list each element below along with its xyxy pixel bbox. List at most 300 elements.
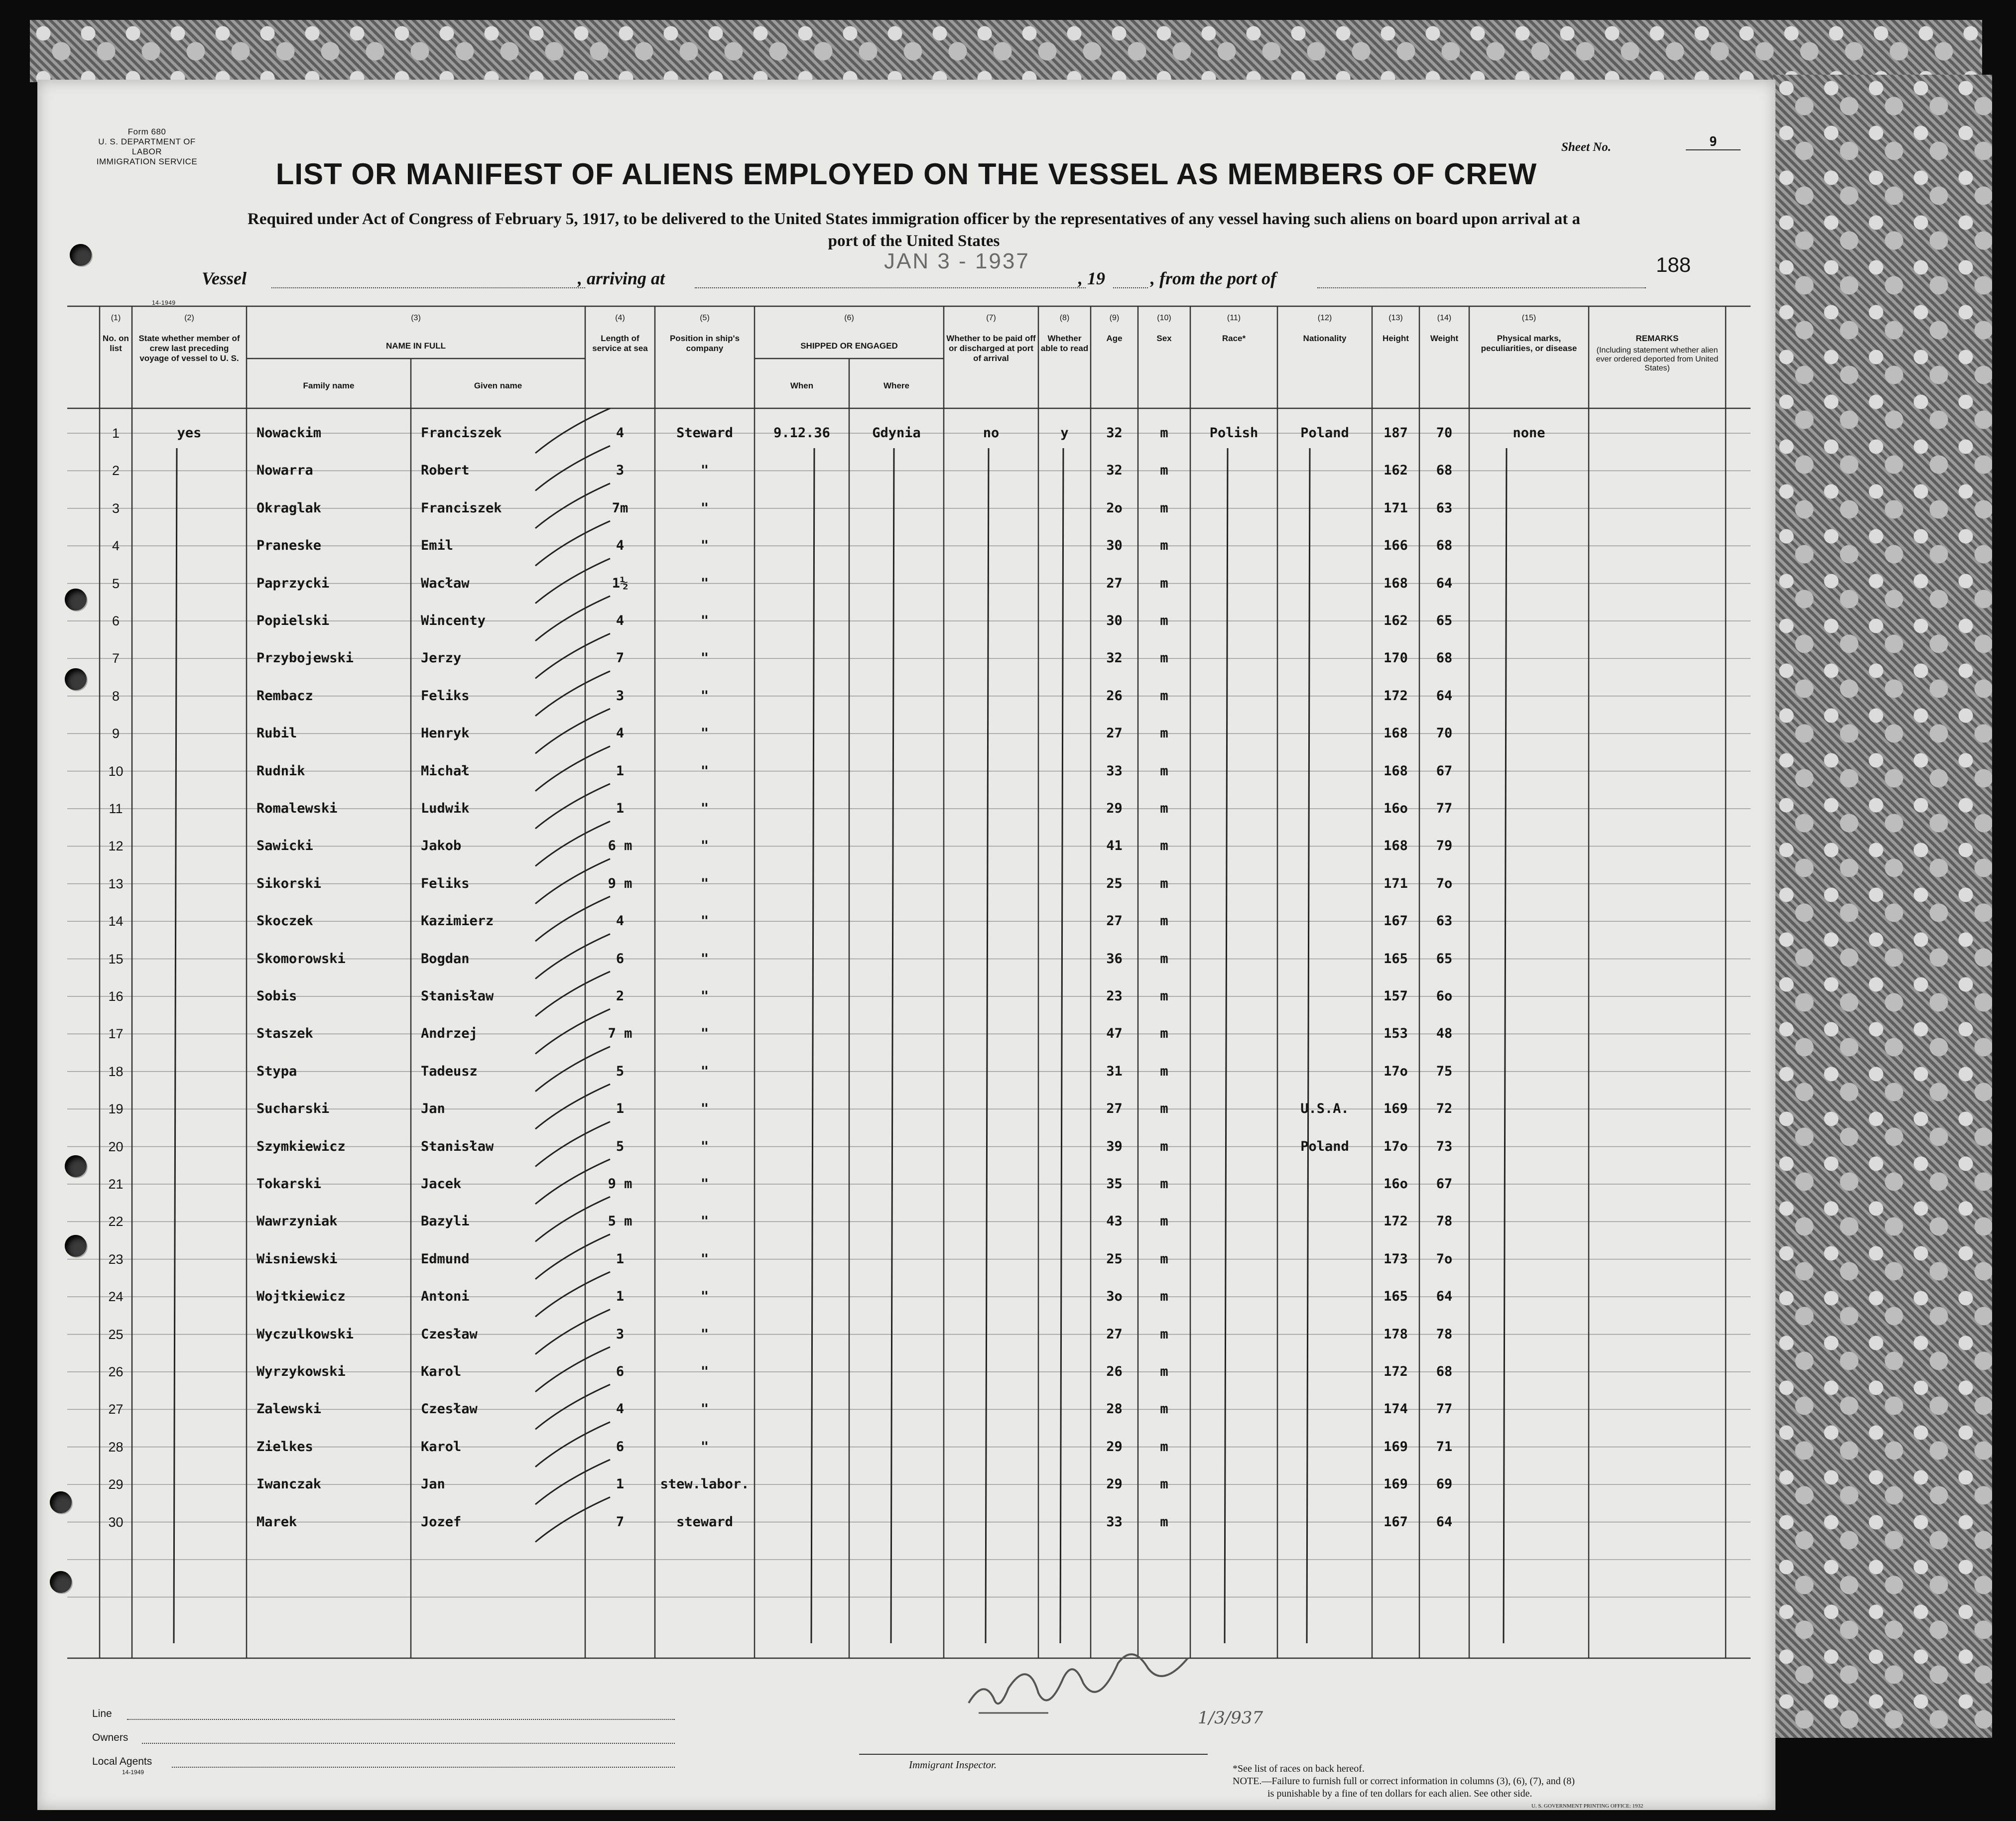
cell-sex: m	[1160, 1439, 1168, 1455]
cell-given: Franciszek	[421, 500, 502, 516]
cell-weight: 70	[1436, 425, 1453, 441]
cell-family: Paprzycki	[256, 575, 330, 591]
cell-sex: m	[1160, 1251, 1168, 1267]
stamp-number: 188	[1656, 253, 1691, 276]
cell-weight: 48	[1436, 1026, 1453, 1042]
column-number: (9)	[1109, 314, 1120, 322]
column-header: Sex	[1156, 334, 1172, 343]
cell-no: 30	[108, 1514, 124, 1530]
cell-no: 11	[109, 801, 123, 816]
cell-position: "	[700, 613, 709, 628]
cell-family: Szymkiewicz	[256, 1138, 346, 1154]
cell-service: 4	[616, 1401, 625, 1417]
column-header: No. on list	[103, 334, 129, 353]
owners-label: Owners	[92, 1732, 128, 1743]
check-mark	[535, 1422, 610, 1467]
cell-nationality: Poland	[1300, 425, 1349, 441]
cell-service: 6	[616, 1364, 625, 1379]
cell-given: Jan	[421, 1476, 445, 1492]
ditto-stroke	[811, 448, 814, 1643]
ditto-stroke	[1504, 448, 1507, 1643]
cell-given: Czesław	[421, 1401, 478, 1417]
cell-age: 29	[1106, 1439, 1123, 1455]
cell-given: Stanisław	[421, 1138, 494, 1154]
line-label: Line	[92, 1708, 112, 1719]
cell-no: 1	[112, 426, 120, 441]
cell-height: 17o	[1384, 1063, 1408, 1079]
check-mark	[535, 1459, 610, 1504]
cell-sex: m	[1160, 1364, 1168, 1379]
cell-height: 168	[1384, 575, 1408, 591]
cell-no: 4	[112, 538, 120, 554]
cell-weight: 70	[1436, 726, 1453, 741]
cell-height: 171	[1384, 500, 1408, 516]
cell-age: 27	[1106, 1326, 1123, 1342]
check-mark	[535, 1159, 610, 1204]
cell-family: Romalewski	[256, 801, 338, 816]
cell-given: Franciszek	[421, 425, 502, 441]
cell-service: 6 m	[608, 838, 632, 854]
check-mark	[535, 1384, 610, 1429]
cell-no: 13	[108, 876, 124, 891]
cell-position: "	[700, 1026, 709, 1042]
form-number: Form 680	[127, 127, 166, 136]
cell-given: Henryk	[421, 726, 470, 741]
check-mark	[535, 633, 610, 678]
cell-position: "	[700, 688, 709, 704]
column-header: Weight	[1430, 334, 1459, 343]
cell-sex: m	[1160, 425, 1168, 441]
cell-service: 1	[616, 1251, 625, 1267]
cell-service: 4	[616, 913, 625, 929]
cell-sex: m	[1160, 1326, 1168, 1342]
cell-height: 167	[1384, 1514, 1408, 1530]
cell-sex: m	[1160, 1176, 1168, 1192]
cell-family: Nowackim	[256, 425, 322, 441]
cell-position: "	[700, 1251, 709, 1267]
column-subheader: Where	[883, 381, 909, 390]
cell-weight: 64	[1436, 688, 1453, 704]
cell-weight: 78	[1436, 1326, 1453, 1342]
cell-age: 27	[1106, 575, 1123, 591]
cell-no: 5	[112, 576, 120, 591]
column-number: (14)	[1437, 314, 1452, 322]
cell-family: Wisniewski	[256, 1251, 338, 1267]
cell-position: "	[700, 763, 709, 779]
column-header: Nationality	[1303, 334, 1347, 343]
column-number: (1)	[111, 314, 121, 322]
cell-family: Skoczek	[256, 913, 313, 929]
column-header: Whether to be paid off or discharged at port of arrival	[946, 334, 1036, 363]
cell-position: "	[700, 913, 709, 929]
cell-weight: 72	[1436, 1101, 1453, 1117]
cell-no: 12	[108, 839, 124, 854]
cell-family: Popielski	[256, 613, 330, 628]
cell-position: "	[700, 1176, 709, 1192]
check-mark	[535, 896, 610, 941]
cell-family: Wojtkiewicz	[256, 1289, 346, 1305]
column-number: (8)	[1059, 314, 1070, 322]
subtitle-line-2: port of the United States	[828, 232, 1000, 250]
cell-age: 27	[1106, 1101, 1123, 1117]
cell-no: 20	[108, 1139, 124, 1154]
cell-no: 14	[108, 914, 124, 929]
cell-sex: m	[1160, 463, 1168, 479]
cell-given: Ludwik	[421, 801, 470, 816]
cell-given: Jan	[421, 1101, 445, 1117]
cell-given: Andrzej	[421, 1026, 478, 1042]
cell-family: Wyczulkowski	[256, 1326, 354, 1342]
cell-position: steward	[676, 1514, 733, 1530]
cell-sex: m	[1160, 988, 1168, 1004]
cell-height: 178	[1384, 1326, 1408, 1342]
cell-family: Zalewski	[256, 1401, 322, 1417]
column-number: (6)	[844, 314, 854, 322]
cell-service: 6	[616, 951, 625, 967]
cell-sex: m	[1160, 951, 1168, 967]
cell-age: 36	[1106, 951, 1123, 967]
cell-position: "	[700, 1289, 709, 1305]
cell-given: Wincenty	[421, 613, 486, 628]
ditto-stroke	[1307, 448, 1310, 1643]
sheet-number-label: Sheet No.	[1561, 140, 1611, 154]
from-port-label: , from the port of	[1150, 268, 1277, 288]
cell-service: 4	[616, 425, 625, 441]
punch-hole	[65, 589, 87, 610]
punch-hole	[65, 668, 87, 690]
cell-given: Karol	[421, 1439, 462, 1455]
cell-height: 17o	[1384, 1138, 1408, 1154]
cell-age: 29	[1106, 1476, 1123, 1492]
cell-given: Kazimierz	[421, 913, 494, 929]
cell-age: 43	[1106, 1214, 1123, 1229]
column-header: NAME IN FULL	[386, 341, 446, 351]
cell-position: "	[700, 1364, 709, 1379]
cell-position: "	[700, 1101, 709, 1117]
cell-family: Stypa	[256, 1063, 297, 1079]
cell-weight: 73	[1436, 1138, 1453, 1154]
check-mark	[535, 521, 610, 566]
column-header: REMARKS	[1636, 334, 1679, 343]
check-mark	[535, 1122, 610, 1167]
cell-no: 18	[108, 1064, 124, 1079]
column-number: (12)	[1317, 314, 1332, 322]
cell-service: 7 m	[608, 1026, 632, 1042]
local-agents-code: 14-1949	[122, 1769, 144, 1776]
cell-family: Staszek	[256, 1026, 313, 1042]
cell-service: 1	[616, 1476, 625, 1492]
cell-weight: 6o	[1436, 988, 1453, 1004]
cell-given: Tadeusz	[421, 1063, 478, 1079]
cell-age: 31	[1106, 1063, 1123, 1079]
cell-family: Zielkes	[256, 1439, 313, 1455]
cell-no: 7	[112, 651, 120, 666]
check-mark	[535, 934, 610, 979]
cell-height: 168	[1384, 763, 1408, 779]
cell-age: 26	[1106, 1364, 1123, 1379]
ditto-stroke	[1060, 448, 1063, 1643]
ditto-stroke	[891, 448, 894, 1643]
cell-sex: m	[1160, 1476, 1168, 1492]
punch-hole	[65, 1235, 87, 1257]
cell-sex: m	[1160, 763, 1168, 779]
cell-family: Marek	[256, 1514, 297, 1530]
check-mark	[535, 559, 610, 604]
cell-no: 8	[112, 688, 120, 704]
cell-family: Okraglak	[256, 500, 322, 516]
cell-given: Feliks	[421, 688, 470, 704]
cell-given: Stanisław	[421, 988, 494, 1004]
cell-service: 9 m	[608, 875, 632, 891]
cell-service: 5	[616, 1138, 625, 1154]
cell-height: 168	[1384, 838, 1408, 854]
check-mark	[535, 1084, 610, 1129]
cell-position: "	[700, 726, 709, 741]
cell-weight: 67	[1436, 763, 1453, 779]
cell-position: "	[700, 1214, 709, 1229]
cell-weight: 68	[1436, 538, 1453, 554]
cell-service: 1	[616, 763, 625, 779]
decorative-border-top	[30, 20, 1982, 82]
cell-sex: m	[1160, 801, 1168, 816]
cell-family: Iwanczak	[256, 1476, 322, 1492]
punch-hole	[50, 1571, 72, 1593]
cell-age: 33	[1106, 1514, 1123, 1530]
cell-service: 1	[616, 1101, 625, 1117]
cell-position: "	[700, 1326, 709, 1342]
cell-weight: 71	[1436, 1439, 1453, 1455]
cell-sex: m	[1160, 1289, 1168, 1305]
cell-family: Rembacz	[256, 688, 313, 704]
cell-position: "	[700, 463, 709, 479]
cell-age: 28	[1106, 1401, 1123, 1417]
column-number: (11)	[1227, 314, 1241, 322]
cell-weight: 64	[1436, 1514, 1453, 1530]
check-mark	[535, 859, 610, 904]
punch-hole	[70, 244, 92, 266]
cell-weight: 65	[1436, 613, 1453, 628]
column-header: Age	[1106, 334, 1123, 343]
cell-height: 172	[1384, 1214, 1408, 1229]
cell-given: Antoni	[421, 1289, 470, 1305]
cell-height: 174	[1384, 1401, 1408, 1417]
cell-weight: 65	[1436, 951, 1453, 967]
races-footnote: *See list of races on back hereof.	[1233, 1763, 1365, 1774]
cell-position: "	[700, 650, 709, 666]
cell-age: 3o	[1106, 1289, 1123, 1305]
cell-service: 7	[616, 1514, 625, 1530]
cell-no: 28	[108, 1439, 124, 1455]
cell-given: Wacław	[421, 575, 470, 591]
cell-paid: no	[983, 425, 1000, 441]
column-header: Length of service at sea	[592, 334, 648, 353]
punch-hole	[65, 1155, 87, 1177]
column-number: (15)	[1521, 314, 1536, 322]
check-mark	[535, 709, 610, 753]
cell-weight: 75	[1436, 1063, 1453, 1079]
cell-sex: m	[1160, 688, 1168, 704]
cell-height: 16o	[1384, 1176, 1408, 1192]
cell-sex: m	[1160, 875, 1168, 891]
check-mark	[535, 1272, 610, 1317]
cell-no: 29	[108, 1477, 124, 1492]
cell-weight: 64	[1436, 575, 1453, 591]
cell-age: 25	[1106, 1251, 1123, 1267]
check-mark	[535, 821, 610, 866]
cell-height: 169	[1384, 1476, 1408, 1492]
column-number: (5)	[700, 314, 710, 322]
cell-family: Sucharski	[256, 1101, 330, 1117]
cell-position: "	[700, 1138, 709, 1154]
cell-age: 35	[1106, 1176, 1123, 1192]
cell-when: 9.12.36	[773, 425, 830, 441]
cell-family: Praneske	[256, 538, 322, 554]
cell-position: "	[700, 1401, 709, 1417]
cell-height: 165	[1384, 1289, 1408, 1305]
arriving-label: , arriving at	[578, 268, 665, 288]
cell-weight: 63	[1436, 500, 1453, 516]
cell-no: 3	[112, 500, 120, 516]
cell-height: 171	[1384, 875, 1408, 891]
cell-sex: m	[1160, 838, 1168, 854]
local-agents-label: Local Agents	[92, 1756, 152, 1767]
inspector-signature-line[interactable]	[859, 1753, 1208, 1755]
cell-prev: yes	[177, 425, 202, 441]
department-name: U. S. DEPARTMENT OF LABOR	[98, 137, 196, 156]
cell-family: Sawicki	[256, 838, 313, 854]
cell-weight: 78	[1436, 1214, 1453, 1229]
cell-no: 2	[112, 463, 120, 479]
vessel-label: Vessel	[202, 268, 247, 288]
local-agents-field[interactable]	[172, 1766, 675, 1768]
cell-family: Wawrzyniak	[256, 1214, 338, 1229]
ditto-stroke	[1225, 448, 1228, 1643]
check-mark	[535, 484, 610, 528]
cell-age: 23	[1106, 988, 1123, 1004]
cell-age: 32	[1106, 425, 1123, 441]
cell-family: Sobis	[256, 988, 297, 1004]
cell-height: 167	[1384, 913, 1408, 929]
cell-sex: m	[1160, 1514, 1168, 1530]
penalty-note-2: is punishable by a fine of ten dollars for each alien. See other side.	[1267, 1788, 1532, 1799]
owners-field[interactable]	[142, 1742, 675, 1744]
document-title: LIST OR MANIFEST OF ALIENS EMPLOYED ON THE VESSEL AS MEMBERS OF CREW	[275, 157, 1537, 191]
cell-service: 7	[616, 650, 625, 666]
cell-family: Skomorowski	[256, 951, 346, 967]
cell-nationality: Poland	[1300, 1138, 1349, 1154]
cell-height: 169	[1384, 1439, 1408, 1455]
cell-given: Emil	[421, 538, 454, 554]
cell-no: 9	[112, 726, 120, 741]
cell-sex: m	[1160, 1214, 1168, 1229]
cell-no: 19	[108, 1101, 124, 1117]
punch-hole	[50, 1491, 72, 1513]
column-header: Race*	[1222, 334, 1246, 343]
date-stamp: JAN 3 - 1937	[884, 249, 1030, 273]
cell-sex: m	[1160, 1026, 1168, 1042]
cell-sex: m	[1160, 1401, 1168, 1417]
cell-family: Sikorski	[256, 875, 322, 891]
ditto-stroke	[986, 448, 989, 1643]
cell-weight: 68	[1436, 650, 1453, 666]
cell-age: 32	[1106, 650, 1123, 666]
cell-given: Feliks	[421, 875, 470, 891]
cell-age: 30	[1106, 538, 1123, 554]
cell-age: 2o	[1106, 500, 1123, 516]
cell-given: Czesław	[421, 1326, 478, 1342]
cell-height: 166	[1384, 538, 1408, 554]
cell-age: 27	[1106, 913, 1123, 929]
cell-position: Steward	[676, 425, 733, 441]
cell-race: Polish	[1209, 425, 1259, 441]
cell-height: 172	[1384, 688, 1408, 704]
cell-given: Bazyli	[421, 1214, 470, 1229]
cell-service: 3	[616, 1326, 625, 1342]
cell-height: 169	[1384, 1101, 1408, 1117]
cell-sex: m	[1160, 575, 1168, 591]
check-mark	[535, 446, 610, 490]
check-mark	[535, 1310, 610, 1354]
check-mark	[535, 1009, 610, 1054]
column-subheader: Family name	[303, 381, 355, 390]
cell-height: 162	[1384, 463, 1408, 479]
cell-sex: m	[1160, 726, 1168, 741]
cell-service: 7m	[612, 500, 629, 516]
cell-height: 16o	[1384, 801, 1408, 816]
cell-weight: 68	[1436, 1364, 1453, 1379]
cell-weight: 7o	[1436, 1251, 1453, 1267]
cell-read: y	[1060, 425, 1069, 441]
cell-age: 26	[1106, 688, 1123, 704]
column-subheader: When	[790, 381, 814, 390]
cell-position: "	[700, 875, 709, 891]
cell-no: 16	[108, 989, 124, 1004]
cell-no: 23	[108, 1251, 124, 1267]
cell-sex: m	[1160, 538, 1168, 554]
cell-position: stew.labor.	[660, 1476, 750, 1492]
column-number: (10)	[1157, 314, 1171, 322]
check-mark	[535, 1047, 610, 1092]
cell-family: Tokarski	[256, 1176, 322, 1192]
column-number: (3)	[411, 314, 421, 322]
cell-position: "	[700, 575, 709, 591]
cell-position: "	[700, 1439, 709, 1455]
cell-given: Jakob	[421, 838, 462, 854]
cell-no: 26	[108, 1364, 124, 1379]
cell-family: Rubil	[256, 726, 297, 741]
cell-weight: 77	[1436, 1401, 1453, 1417]
inspector-signature	[959, 1643, 1307, 1743]
ditto-stroke	[174, 448, 177, 1643]
cell-position: "	[700, 801, 709, 816]
column-header-note: (Including statement whether alien ever ordered deported from United States)	[1596, 346, 1719, 372]
column-header: Whether able to read	[1040, 334, 1089, 353]
cell-position: "	[700, 951, 709, 967]
cell-age: 27	[1106, 726, 1123, 741]
year-label: , 19	[1078, 268, 1105, 288]
check-mark	[535, 1497, 610, 1542]
line-field[interactable]	[127, 1718, 675, 1720]
check-mark	[535, 1197, 610, 1241]
cell-given: Jerzy	[421, 650, 462, 666]
check-mark	[535, 784, 610, 829]
cell-no: 17	[108, 1026, 124, 1042]
printer-code: 14-1949	[152, 299, 176, 306]
cell-given: Robert	[421, 463, 470, 479]
column-number: (13)	[1388, 314, 1403, 322]
column-number: (7)	[986, 314, 996, 322]
inspector-label: Immigrant Inspector.	[909, 1759, 997, 1771]
